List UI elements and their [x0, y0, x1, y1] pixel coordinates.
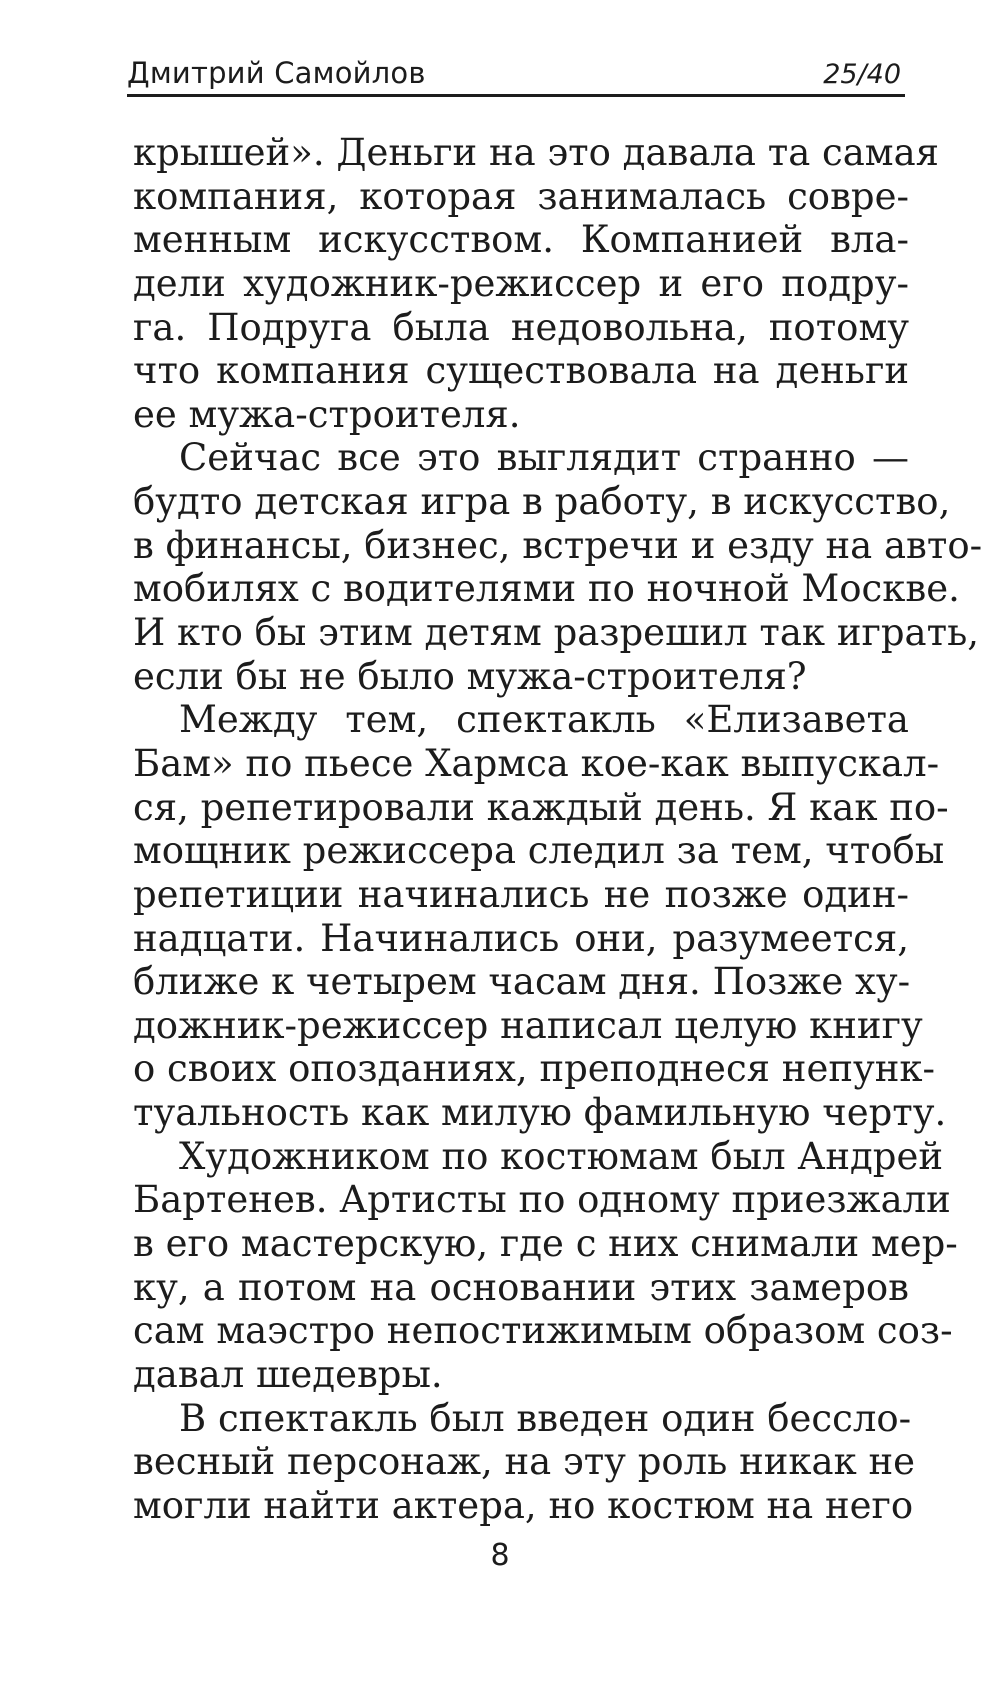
text-line: в финансы, бизнес, встречи и езду на авто- — [133, 523, 983, 567]
text-line: будто детская игра в работу, в искусство, — [133, 480, 951, 524]
running-header-page-counter: 25/40 — [823, 59, 901, 90]
text-line: дожник-режиссер написал целую книгу — [133, 1003, 923, 1047]
text-line: И кто бы этим детям разрешил так играть, — [133, 611, 979, 655]
running-header-author: Дмитрий Самойлов — [127, 56, 426, 90]
text-line: ку, а потом на основании этих замеров — [133, 1265, 909, 1309]
text-line: если бы не было мужа-строителя? — [133, 654, 807, 698]
text-line: весный персонаж, на эту роль никак не — [133, 1440, 916, 1484]
text-line: репетиции начинались не позже один- — [133, 872, 909, 916]
text-line: дели художник-режиссер и его подру- — [133, 261, 909, 305]
text-line: мощник режиссера следил за тем, чтобы — [133, 829, 945, 873]
running-header — [127, 50, 905, 97]
text-line: Сейчас все это выглядит странно — — [179, 436, 909, 480]
text-line: Бам» по пьесе Хармса кое-как выпускал- — [133, 741, 940, 785]
text-line: Художником по костюмам был Андрей — [179, 1134, 944, 1178]
text-line: га. Подруга была недовольна, потому — [133, 305, 909, 349]
text-line: ближе к четырем часам дня. Позже ху- — [133, 960, 911, 1004]
text-line: ее мужа-строителя. — [133, 392, 521, 436]
text-line: Между тем, спектакль «Елизавета — [179, 698, 909, 742]
body-text — [133, 131, 983, 1528]
text-line: мобилях с водителями по ночной Москве. — [133, 567, 960, 611]
text-line: давал шедевры. — [133, 1352, 443, 1396]
text-line: В спектакль был введен один бессло- — [179, 1396, 912, 1440]
text-line: Бартенев. Артисты по одному приезжали — [133, 1178, 951, 1222]
text-line: в его мастерскую, где с них снимали мер- — [133, 1222, 958, 1266]
text-line: надцати. Начинались они, разумеется, — [133, 916, 909, 960]
text-line: менным искусством. Компанией вла- — [133, 218, 909, 262]
text-line: о своих опозданиях, преподнеся непунк- — [133, 1047, 936, 1091]
text-line: ся, репетировали каждый день. Я как по- — [133, 785, 949, 829]
text-line: туальность как милую фамильную черту. — [133, 1091, 947, 1135]
text-line: крышей». Деньги на это давала та самая — [133, 131, 939, 174]
page-number: 8 — [490, 1538, 510, 1573]
text-line: компания, которая занималась совре- — [133, 174, 909, 218]
text-line: что компания существовала на деньги — [133, 349, 909, 393]
text-line: сам маэстро непостижимым образом соз- — [133, 1309, 953, 1353]
text-line: могли найти актера, но костюм на него — [133, 1483, 914, 1527]
